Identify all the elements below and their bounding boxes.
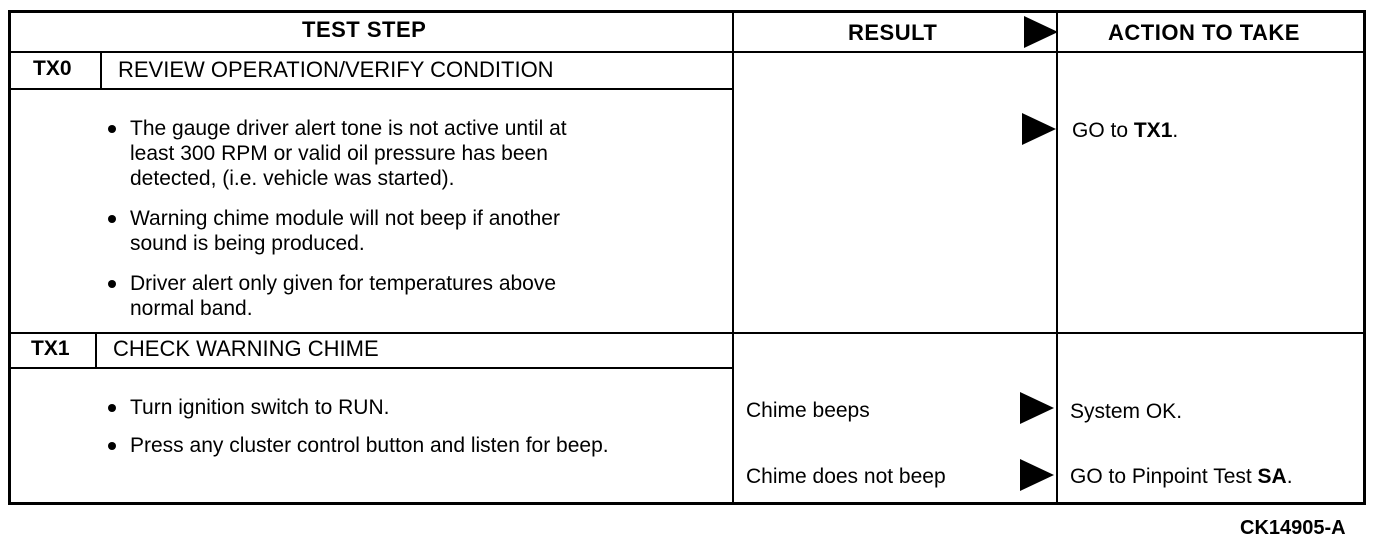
table-border-right bbox=[1363, 10, 1366, 505]
tx1-action-1 bbox=[1070, 400, 1182, 424]
step-id-tx0: TX0 bbox=[33, 57, 72, 80]
bullet-dot-icon bbox=[108, 215, 116, 223]
step-title-tx1: CHECK WARNING CHIME bbox=[113, 336, 379, 361]
tx0-action bbox=[1072, 119, 1178, 143]
tx0-action-prefix: GO to bbox=[1072, 119, 1134, 142]
header-action: ACTION TO TAKE bbox=[1108, 20, 1300, 45]
tx1-result-1: Chime beeps bbox=[746, 399, 870, 422]
tx1-result-1-arrow-icon bbox=[1020, 392, 1054, 424]
tx1-action-2-prefix: GO to Pinpoint Test bbox=[1070, 465, 1258, 488]
tx1-result-2: Chime does not beep bbox=[746, 465, 946, 488]
tx0-result-arrow-icon bbox=[1022, 113, 1056, 145]
table-border-bottom bbox=[8, 502, 1366, 505]
step-id-tx1: TX1 bbox=[31, 337, 70, 360]
table-border-top bbox=[8, 10, 1366, 13]
bullet-dot-icon bbox=[108, 280, 116, 288]
tx1-title-divider bbox=[8, 367, 734, 369]
tx0-action-bold: TX1 bbox=[1133, 119, 1173, 142]
figure-id: CK14905-A bbox=[1240, 517, 1346, 539]
header-test-step: TEST STEP bbox=[302, 17, 427, 42]
bullet-text: Press any cluster control button and listen for beep. bbox=[130, 434, 609, 457]
step-title-tx0: REVIEW OPERATION/VERIFY CONDITION bbox=[118, 57, 554, 82]
bullet-text: Turn ignition switch to RUN. bbox=[130, 396, 390, 419]
header-result: RESULT bbox=[848, 20, 938, 45]
divider-result-action bbox=[1056, 10, 1058, 505]
bullet-text: Warning chime module will not beep if another sound is being produced. bbox=[130, 207, 560, 255]
tx1-action-2-suffix: . bbox=[1286, 465, 1293, 488]
header-arrow-icon bbox=[1024, 16, 1058, 48]
tx0-id-divider bbox=[100, 52, 102, 89]
tx1-action-1-prefix: System OK. bbox=[1070, 400, 1183, 423]
bullet-text: Driver alert only given for temperatures above normal band. bbox=[130, 272, 557, 320]
header-divider bbox=[8, 51, 1366, 53]
tx1-id-divider bbox=[95, 333, 97, 368]
tx1-action-2 bbox=[1070, 465, 1293, 489]
tx0-title-divider bbox=[8, 88, 734, 90]
bullet-text: The gauge driver alert tone is not active until at least 300 RPM or valid oil pressure has been detected, (i.e. vehicle was started). bbox=[130, 117, 567, 190]
tx0-action-suffix: . bbox=[1172, 119, 1179, 142]
divider-test-result bbox=[732, 10, 734, 505]
table-border-left bbox=[8, 10, 11, 505]
tx1-result-2-arrow-icon bbox=[1020, 459, 1054, 491]
bullet-dot-icon bbox=[108, 404, 116, 412]
bullet-dot-icon bbox=[108, 125, 116, 133]
row-divider bbox=[8, 332, 1366, 334]
bullet-dot-icon bbox=[108, 442, 116, 450]
tx1-action-2-bold: SA bbox=[1257, 465, 1287, 488]
